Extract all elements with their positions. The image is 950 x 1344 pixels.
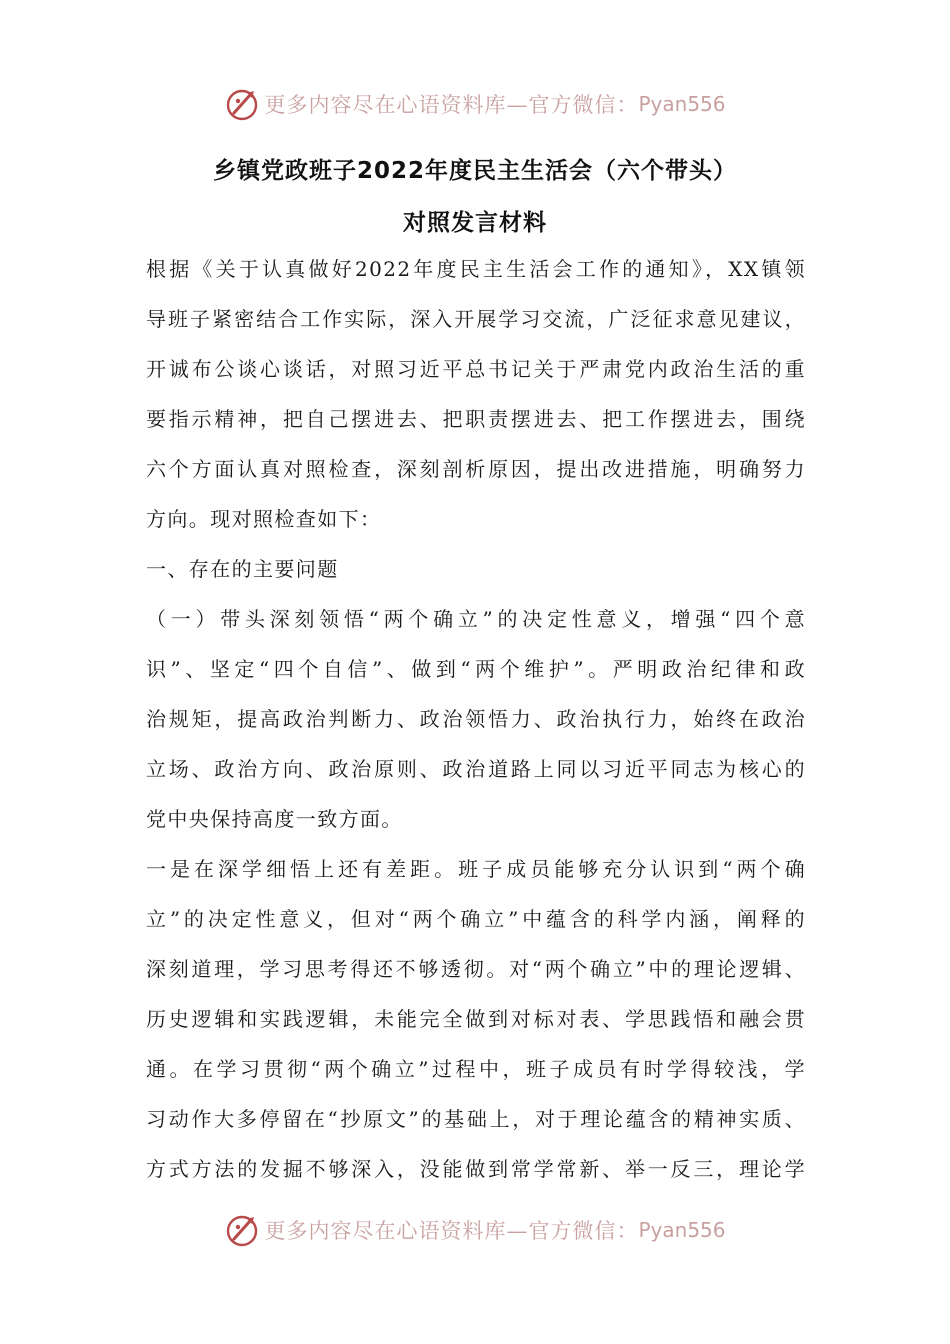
body-text-line: 识”、坚定“四个自信”、做到“两个维护”。严明政治纪律和政 — [146, 657, 806, 681]
body-text-line: 一、存在的主要问题 — [146, 557, 339, 581]
body-text-line: 通。在学习贯彻“两个确立”过程中，班子成员有时学得较浅，学 — [146, 1057, 806, 1081]
body-text-line: 六个方面认真对照检查，深刻剖析原因，提出改进措施，明确努力 — [146, 457, 806, 481]
document-title-line-1: 乡镇党政班子2022年度民主生活会（六个带头） — [212, 158, 737, 184]
body-text-line: （一）带头深刻领悟“两个确立”的决定性意义，增强“四个意 — [146, 607, 806, 631]
watermark-wechat-id: Pyan556 — [638, 92, 726, 116]
body-text-line: 习动作大多停留在“抄原文”的基础上，对于理论蕴含的精神实质、 — [146, 1107, 806, 1131]
body-text-line: 一是在深学细悟上还有差距。班子成员能够充分认识到“两个确 — [146, 857, 806, 881]
watermark-wechat-id: Pyan556 — [638, 1218, 726, 1242]
pen-seal-logo-icon — [224, 1212, 260, 1248]
body-text-line: 要指示精神，把自己摆进去、把职责摆进去、把工作摆进去，围绕 — [146, 407, 806, 431]
watermark-text: 更多内容尽在心语资料库—官方微信： — [264, 93, 639, 117]
document-body — [146, 244, 806, 1194]
watermark-banner-bottom — [0, 1208, 950, 1252]
body-text-line: 党中央保持高度一致方面。 — [146, 807, 403, 831]
body-text-line: 导班子紧密结合工作实际，深入开展学习交流，广泛征求意见建议， — [146, 307, 806, 331]
pen-seal-logo-icon — [224, 86, 260, 122]
body-text-line: 方向。现对照检查如下： — [146, 507, 382, 531]
document-title-line-2: 对照发言材料 — [403, 210, 547, 236]
body-text-line: 立”的决定性意义，但对“两个确立”中蕴含的科学内涵，阐释的 — [146, 907, 806, 931]
body-text-line: 历史逻辑和实践逻辑，未能完全做到对标对表、学思践悟和融会贯 — [146, 1007, 806, 1031]
body-text-line: 开诚布公谈心谈话，对照习近平总书记关于严肃党内政治生活的重 — [146, 357, 806, 381]
body-text-line: 立场、政治方向、政治原则、政治道路上同以习近平同志为核心的 — [146, 757, 806, 781]
body-text-line: 治规矩，提高政治判断力、政治领悟力、政治执行力，始终在政治 — [146, 707, 806, 731]
watermark-banner-top — [0, 82, 950, 126]
body-text-line: 根据《关于认真做好2022年度民主生活会工作的通知》，XX镇领 — [146, 257, 806, 281]
watermark-text: 更多内容尽在心语资料库—官方微信： — [264, 1219, 639, 1243]
body-text-line: 方式方法的发掘不够深入，没能做到常学常新、举一反三，理论学 — [146, 1157, 806, 1181]
body-text-line: 深刻道理，学习思考得还不够透彻。对“两个确立”中的理论逻辑、 — [146, 957, 806, 981]
